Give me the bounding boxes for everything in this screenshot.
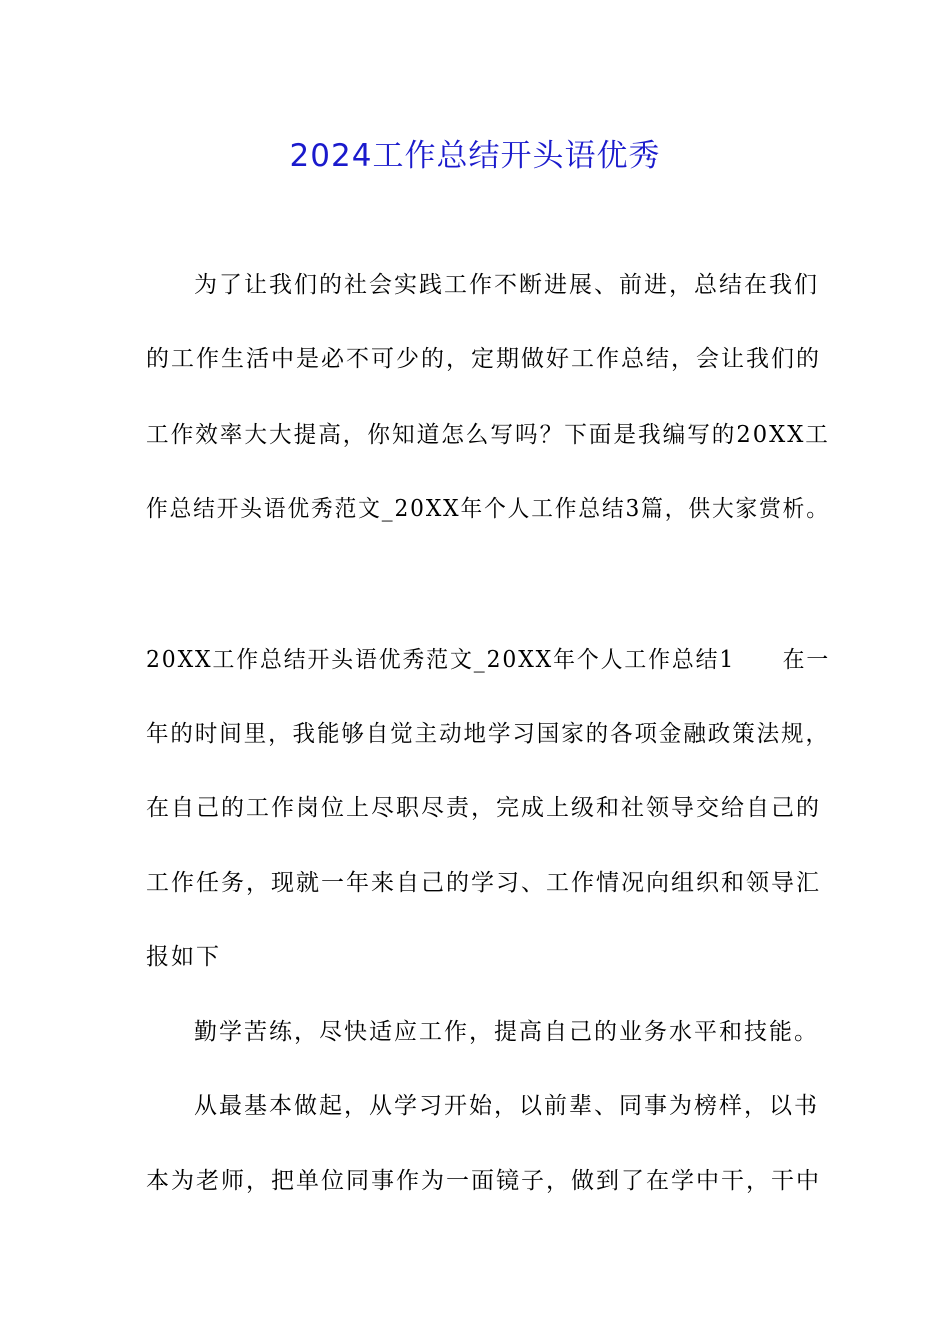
- document-title: 2024工作总结开头语优秀: [289, 138, 661, 174]
- intro-line-2: 的工作生活中是必不可少的，定期做好工作总结，会让我们的: [146, 346, 821, 372]
- intro-line-1: 为了让我们的社会实践工作不断进展、前进，总结在我们: [194, 272, 819, 298]
- intro-line-3: 工作效率大大提高，你知道怎么写吗？下面是我编写的20XX工: [146, 422, 830, 448]
- section1-line-3: 在自己的工作岗位上尽职尽责，完成上级和社领导交给自己的: [146, 795, 821, 821]
- paragraph2-line: 勤学苦练，尽快适应工作，提高自己的业务水平和技能。: [194, 1019, 819, 1045]
- section1-line-4: 工作任务，现就一年来自己的学习、工作情况向组织和领导汇: [146, 870, 821, 896]
- intro-line-4: 作总结开头语优秀范文_20XX年个人工作总结3篇，供大家赏析。: [146, 496, 830, 522]
- section1-line-5: 报如下: [146, 944, 221, 970]
- paragraph3-line-2: 本为老师，把单位同事作为一面镜子，做到了在学中干，干中: [146, 1168, 821, 1194]
- section1-line-2: 年的时间里，我能够自觉主动地学习国家的各项金融政策法规，: [146, 721, 830, 747]
- paragraph3-line-1: 从最基本做起，从学习开始，以前辈、同事为榜样，以书: [194, 1093, 819, 1119]
- section1-line-1: 20XX工作总结开头语优秀范文_20XX年个人工作总结1 在一: [146, 647, 831, 673]
